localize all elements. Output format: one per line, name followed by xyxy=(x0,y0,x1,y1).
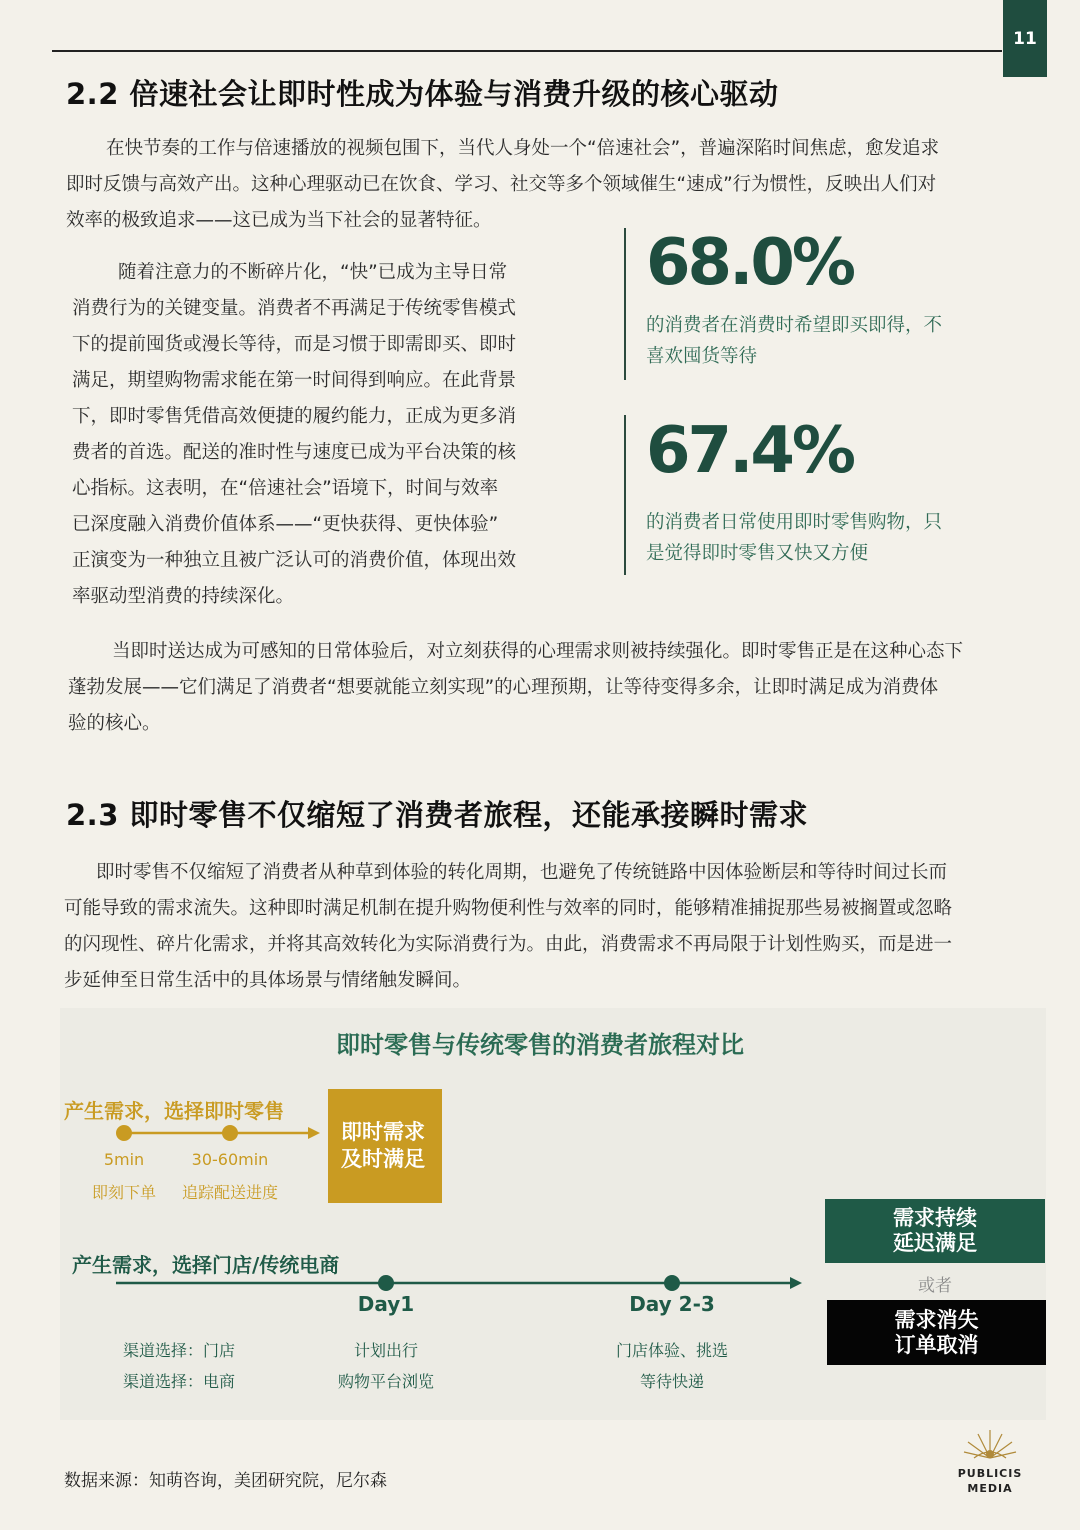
instant-point2-time: 30-60min xyxy=(191,1150,269,1169)
instant-result-line: 及时满足 xyxy=(341,1147,425,1171)
timeline-dot xyxy=(116,1125,132,1141)
stat-value-68: 68.0% xyxy=(646,226,854,300)
intro-line: 在快节奏的工作与倍速播放的视频包围下，当代人身处一个“倍速社会”，普遍深陷时间焦虑，愈发追求 xyxy=(106,138,940,159)
body-line: 下，即时零售凭借高效便捷的履约能力，正成为更多消 xyxy=(72,406,517,427)
body-line: 已深度融入消费价值体系——“更快获得、更快体验” xyxy=(72,514,499,535)
instant-point2-action: 追踪配送进度 xyxy=(181,1183,278,1202)
instant-point1-time: 5min xyxy=(103,1150,145,1169)
logo-text-line: MEDIA xyxy=(967,1482,1013,1495)
instant-result-box xyxy=(328,1089,442,1203)
closing-line: 当即时送达成为可感知的日常体验后，对立刻获得的心理需求则被持续强化。即时零售正是在这种心态下 xyxy=(112,641,964,662)
section-2-2-body xyxy=(72,255,612,615)
body-line: 心指标。这表明，在“倍速社会”语境下，时间与效率 xyxy=(72,478,499,499)
stat-desc-68 xyxy=(646,310,942,372)
channel-store: 渠道选择：门店 xyxy=(122,1341,235,1360)
section-2-3-heading: 2.3 即时零售不仅缩短了消费者旅程，还能承接瞬时需求 xyxy=(66,798,808,832)
body-line: 下的提前囤货或漫长等待，而是习惯于即需即买、即时 xyxy=(72,334,517,355)
day23-label: Day 2-3 xyxy=(629,1292,715,1316)
traditional-path-label: 产生需求，选择门店/传统电商 xyxy=(72,1253,340,1277)
outcome-delayed-box xyxy=(825,1199,1045,1263)
closing-line: 蓬勃发展——它们满足了消费者“想要就能立刻实现”的心理预期，让等待变得多余，让即时满足成为消费体 xyxy=(68,677,939,698)
body-line: 步延伸至日常生活中的具体场景与情绪触发瞬间。 xyxy=(64,970,472,991)
timeline-dot xyxy=(664,1275,680,1291)
body-line: 可能导致的需求流失。这种即时满足机制在提升购物便利性与效率的同时，能够精准捕捉那些易被搁置或忽略 xyxy=(64,898,953,919)
outcome-line: 延迟满足 xyxy=(893,1231,977,1255)
day1-action: 计划出行 xyxy=(353,1341,418,1360)
stat-desc-line: 是觉得即时零售又快又方便 xyxy=(646,543,869,564)
section-2-2-closing xyxy=(68,634,1038,742)
logo-text-line: PUBLICIS xyxy=(957,1467,1023,1480)
timeline-dot xyxy=(222,1125,238,1141)
stat-desc-line: 喜欢囤货等待 xyxy=(646,346,758,367)
body-line: 满足，期望购物需求能在第一时间得到响应。在此背景 xyxy=(72,370,517,391)
section-2-3-body xyxy=(64,855,1039,999)
body-line: 费者的首选。配送的准时性与速度已成为平台决策的核 xyxy=(72,442,517,463)
timeline-dot xyxy=(378,1275,394,1291)
day1-label: Day1 xyxy=(357,1292,415,1316)
body-line: 消费行为的关键变量。消费者不再满足于传统零售模式 xyxy=(72,298,517,319)
outcome-line: 需求持续 xyxy=(893,1206,977,1230)
section-2-2-intro xyxy=(66,131,1036,239)
body-line: 正演变为一种独立且被广泛认可的消费价值，体现出效 xyxy=(72,550,517,571)
outcome-line: 订单取消 xyxy=(894,1332,979,1357)
stat-desc-67 xyxy=(646,507,942,569)
body-line: 随着注意力的不断碎片化，“快”已成为主导日常 xyxy=(118,262,508,283)
stat-desc-line: 的消费者日常使用即时零售购物，只 xyxy=(646,512,943,533)
data-source: 数据来源：知萌咨询，美团研究院，尼尔森 xyxy=(64,1471,387,1491)
logo-sunburst-icon xyxy=(950,1424,1030,1462)
page-number-badge: 11 xyxy=(1003,0,1047,77)
stat-value-67: 67.4% xyxy=(646,414,854,488)
stat-divider xyxy=(624,228,626,380)
section-2-2-heading: 2.2 倍速社会让即时性成为体验与消费升级的核心驱动 xyxy=(66,77,779,111)
outcome-line: 需求消失 xyxy=(894,1307,979,1332)
day23-action: 门店体验、挑选 xyxy=(615,1341,728,1360)
channel-ecommerce: 渠道选择：电商 xyxy=(122,1372,235,1391)
instant-result-line: 即时需求 xyxy=(341,1120,425,1144)
instant-path-label: 产生需求，选择即时零售 xyxy=(64,1099,284,1123)
day1-action: 购物平台浏览 xyxy=(337,1372,434,1391)
arrow-head-icon xyxy=(308,1127,320,1139)
stat-desc-line: 的消费者在消费时希望即买即得，不 xyxy=(646,315,943,336)
or-label: 或者 xyxy=(918,1276,952,1296)
closing-line: 验的核心。 xyxy=(68,713,161,734)
intro-line: 效率的极致追求——这已成为当下社会的显著特征。 xyxy=(66,210,492,231)
intro-line: 即时反馈与高效产出。这种心理驱动已在饮食、学习、社交等多个领域催生“速成”行为惯性，反映出人们对 xyxy=(66,174,937,195)
publicis-media-logo xyxy=(950,1424,1030,1496)
diagram-title: 即时零售与传统零售的消费者旅程对比 xyxy=(336,1031,744,1059)
instant-timeline xyxy=(112,1121,322,1145)
instant-point1-action: 即刻下单 xyxy=(91,1183,156,1202)
body-line: 率驱动型消费的持续深化。 xyxy=(72,586,295,607)
body-line: 的闪现性、碎片化需求，并将其高效转化为实际消费行为。由此，消费需求不再局限于计划性购买，而是进一 xyxy=(64,934,953,955)
arrow-head-icon xyxy=(790,1277,802,1289)
body-line: 即时零售不仅缩短了消费者从种草到体验的转化周期，也避免了传统链路中因体验断层和等待时间过长而 xyxy=(96,862,948,883)
day23-action: 等待快递 xyxy=(639,1372,704,1391)
outcome-cancelled-box xyxy=(827,1300,1046,1365)
stat-divider xyxy=(624,415,626,575)
header-rule xyxy=(52,50,1002,52)
